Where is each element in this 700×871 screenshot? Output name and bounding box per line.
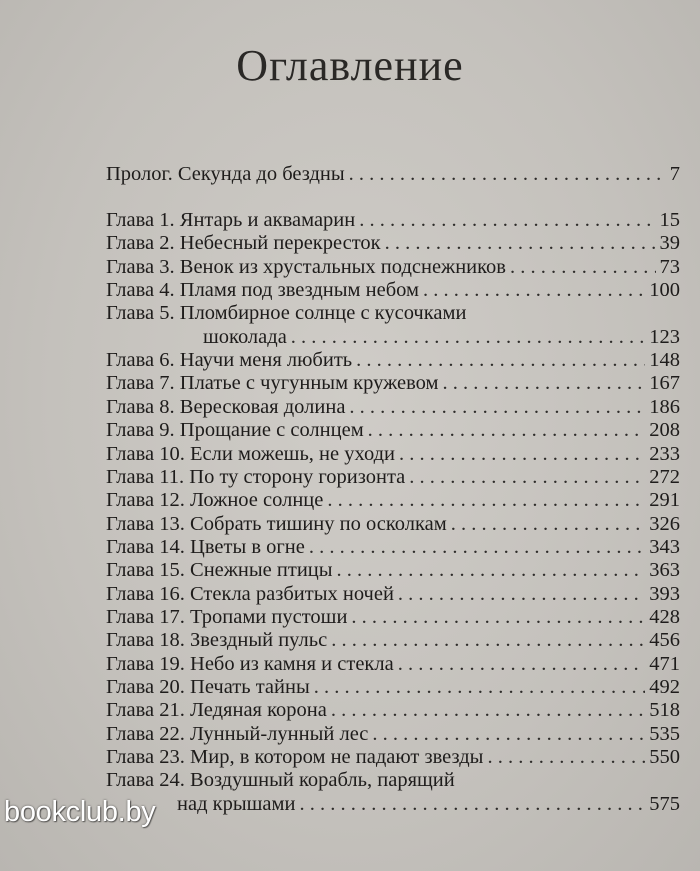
dot-leader bbox=[349, 395, 645, 419]
toc-entry-chapter-5 bbox=[106, 325, 680, 349]
toc-entry-label: Глава 9. Прощание с солнцем bbox=[106, 419, 364, 442]
toc-entry-label: Глава 22. Лунный-лунный лес bbox=[106, 722, 369, 745]
toc-page-number: 575 bbox=[649, 792, 680, 815]
toc-page-number: 272 bbox=[649, 465, 680, 488]
toc-page-number: 428 bbox=[649, 605, 680, 628]
toc-entry-label: Глава 17. Тропами пустоши bbox=[106, 605, 348, 628]
toc-entry-label: Глава 23. Мир, в котором не падают звезды bbox=[106, 746, 484, 769]
toc-page-number: 456 bbox=[649, 629, 680, 652]
toc-page-number: 363 bbox=[649, 559, 680, 582]
toc-entry-chapter-9 bbox=[106, 418, 680, 442]
dot-leader bbox=[409, 465, 645, 489]
toc-entry-label: Глава 4. Пламя под звездным небом bbox=[106, 279, 419, 302]
dot-leader bbox=[351, 605, 645, 629]
toc-entry-label: Пролог. Секунда до бездны bbox=[106, 163, 345, 185]
toc-entry-first-line: Глава 5. Пломбирное солнце с кусочками bbox=[106, 302, 467, 325]
toc-page-number: 15 bbox=[659, 209, 680, 231]
dot-leader bbox=[356, 348, 645, 372]
toc-entry-label: шоколада bbox=[203, 325, 287, 348]
dot-leader bbox=[309, 535, 645, 559]
dot-leader bbox=[442, 371, 645, 395]
dot-leader bbox=[337, 558, 646, 582]
toc-entry-prologue bbox=[106, 162, 680, 186]
toc-page-number: 492 bbox=[649, 676, 680, 698]
toc-page-number: 208 bbox=[649, 419, 680, 442]
toc-page-number: 326 bbox=[649, 512, 680, 535]
toc-entry-chapter-21 bbox=[106, 698, 680, 722]
dot-leader bbox=[327, 488, 645, 512]
toc-entry-chapter-19 bbox=[106, 652, 680, 676]
toc-page-number: 100 bbox=[649, 279, 680, 302]
toc-entry-label: Глава 15. Снежные птицы bbox=[106, 559, 333, 582]
dot-leader bbox=[399, 442, 645, 466]
toc-entry-chapter-4 bbox=[106, 278, 680, 302]
toc-entry-chapter-14 bbox=[106, 535, 680, 559]
toc-entry-chapter-16 bbox=[106, 582, 680, 606]
toc-page-number: 343 bbox=[649, 535, 680, 558]
toc-page-number: 39 bbox=[659, 232, 680, 255]
page-title: Оглавление bbox=[236, 41, 464, 90]
toc-entry-label: Глава 18. Звездный пульс bbox=[106, 629, 328, 652]
dot-leader bbox=[423, 278, 645, 302]
toc-page-number: 550 bbox=[649, 746, 680, 769]
dot-leader bbox=[487, 745, 645, 769]
dot-leader bbox=[314, 675, 646, 699]
dot-leader bbox=[510, 255, 656, 279]
dot-leader bbox=[372, 722, 645, 746]
toc-entry-label: Глава 20. Печать тайны bbox=[106, 676, 310, 698]
dot-leader bbox=[398, 652, 646, 676]
toc-page-number: 73 bbox=[659, 255, 680, 278]
toc-page-number: 291 bbox=[649, 489, 680, 512]
toc-entry-chapter-20 bbox=[106, 675, 680, 699]
toc-entry-chapter-12 bbox=[106, 488, 680, 512]
toc-entry-chapter-1 bbox=[106, 208, 680, 232]
toc-page-number: 123 bbox=[649, 325, 680, 348]
toc-entry-chapter-3 bbox=[106, 255, 680, 279]
toc-entry-label: Глава 13. Собрать тишину по осколкам bbox=[106, 512, 447, 535]
dot-leader bbox=[331, 698, 645, 722]
toc-page-number: 167 bbox=[649, 372, 680, 395]
dot-leader bbox=[451, 512, 646, 536]
dot-leader bbox=[398, 582, 645, 606]
toc-entry-label: Глава 19. Небо из камня и стекла bbox=[106, 652, 394, 675]
toc-entry-chapter-2 bbox=[106, 231, 680, 255]
watermark: bookclub.by bbox=[4, 796, 156, 828]
dot-leader bbox=[299, 792, 645, 816]
dot-leader bbox=[349, 162, 666, 186]
toc-entry-chapter-18 bbox=[106, 628, 680, 652]
toc-entry-chapter-6 bbox=[106, 348, 680, 372]
dot-leader bbox=[359, 208, 655, 232]
toc-entry-chapter-7 bbox=[106, 371, 680, 395]
toc-entry-chapter-17 bbox=[106, 605, 680, 629]
toc-page-number: 471 bbox=[649, 652, 680, 675]
toc-entry-label: над крышами bbox=[177, 792, 296, 815]
toc-page-number: 518 bbox=[649, 699, 680, 722]
toc-page-number: 148 bbox=[649, 349, 680, 372]
toc-page-number: 535 bbox=[649, 722, 680, 745]
toc-entry-label: Глава 2. Небесный перекресток bbox=[106, 232, 381, 255]
toc-entry-label: Глава 8. Вересковая долина bbox=[106, 395, 346, 418]
toc-entry-chapter-11 bbox=[106, 465, 680, 489]
toc-entry-label: Глава 11. По ту сторону горизонта bbox=[106, 465, 406, 488]
toc-page-number: 233 bbox=[649, 442, 680, 465]
dot-leader bbox=[385, 231, 656, 255]
toc-entry-chapter-15 bbox=[106, 558, 680, 582]
toc-entry-chapter-24 bbox=[106, 792, 680, 816]
dot-leader bbox=[368, 418, 646, 442]
toc-entry-label: Глава 12. Ложное солнце bbox=[106, 489, 324, 512]
toc-page-number: 393 bbox=[649, 582, 680, 605]
dot-leader bbox=[331, 628, 645, 652]
toc-entry-chapter-13 bbox=[106, 512, 680, 536]
toc-page-number: 186 bbox=[649, 395, 680, 418]
toc-entry-label: Глава 1. Янтарь и аквамарин bbox=[106, 209, 356, 231]
toc-entry-label: Глава 7. Платье с чугунным кружевом bbox=[106, 372, 439, 395]
toc-page-number: 7 bbox=[669, 163, 680, 185]
toc-entry-label: Глава 14. Цветы в огне bbox=[106, 535, 305, 558]
toc-entry-chapter-8 bbox=[106, 395, 680, 419]
toc-entry-first-line: Глава 24. Воздушный корабль, парящий bbox=[106, 769, 455, 792]
toc-entry-label: Глава 21. Ледяная корона bbox=[106, 699, 327, 722]
dot-leader bbox=[291, 325, 645, 349]
toc-entry-label: Глава 6. Научи меня любить bbox=[106, 349, 353, 372]
toc-entry-label: Глава 10. Если можешь, не уходи bbox=[106, 442, 396, 465]
toc-entry-label: Глава 16. Стекла разбитых ночей bbox=[106, 582, 394, 605]
toc-entry-label: Глава 3. Венок из хрустальных подснежников bbox=[106, 255, 506, 278]
toc-entry-chapter-10 bbox=[106, 442, 680, 466]
toc-entry-chapter-23 bbox=[106, 745, 680, 769]
toc-entry-chapter-22 bbox=[106, 722, 680, 746]
